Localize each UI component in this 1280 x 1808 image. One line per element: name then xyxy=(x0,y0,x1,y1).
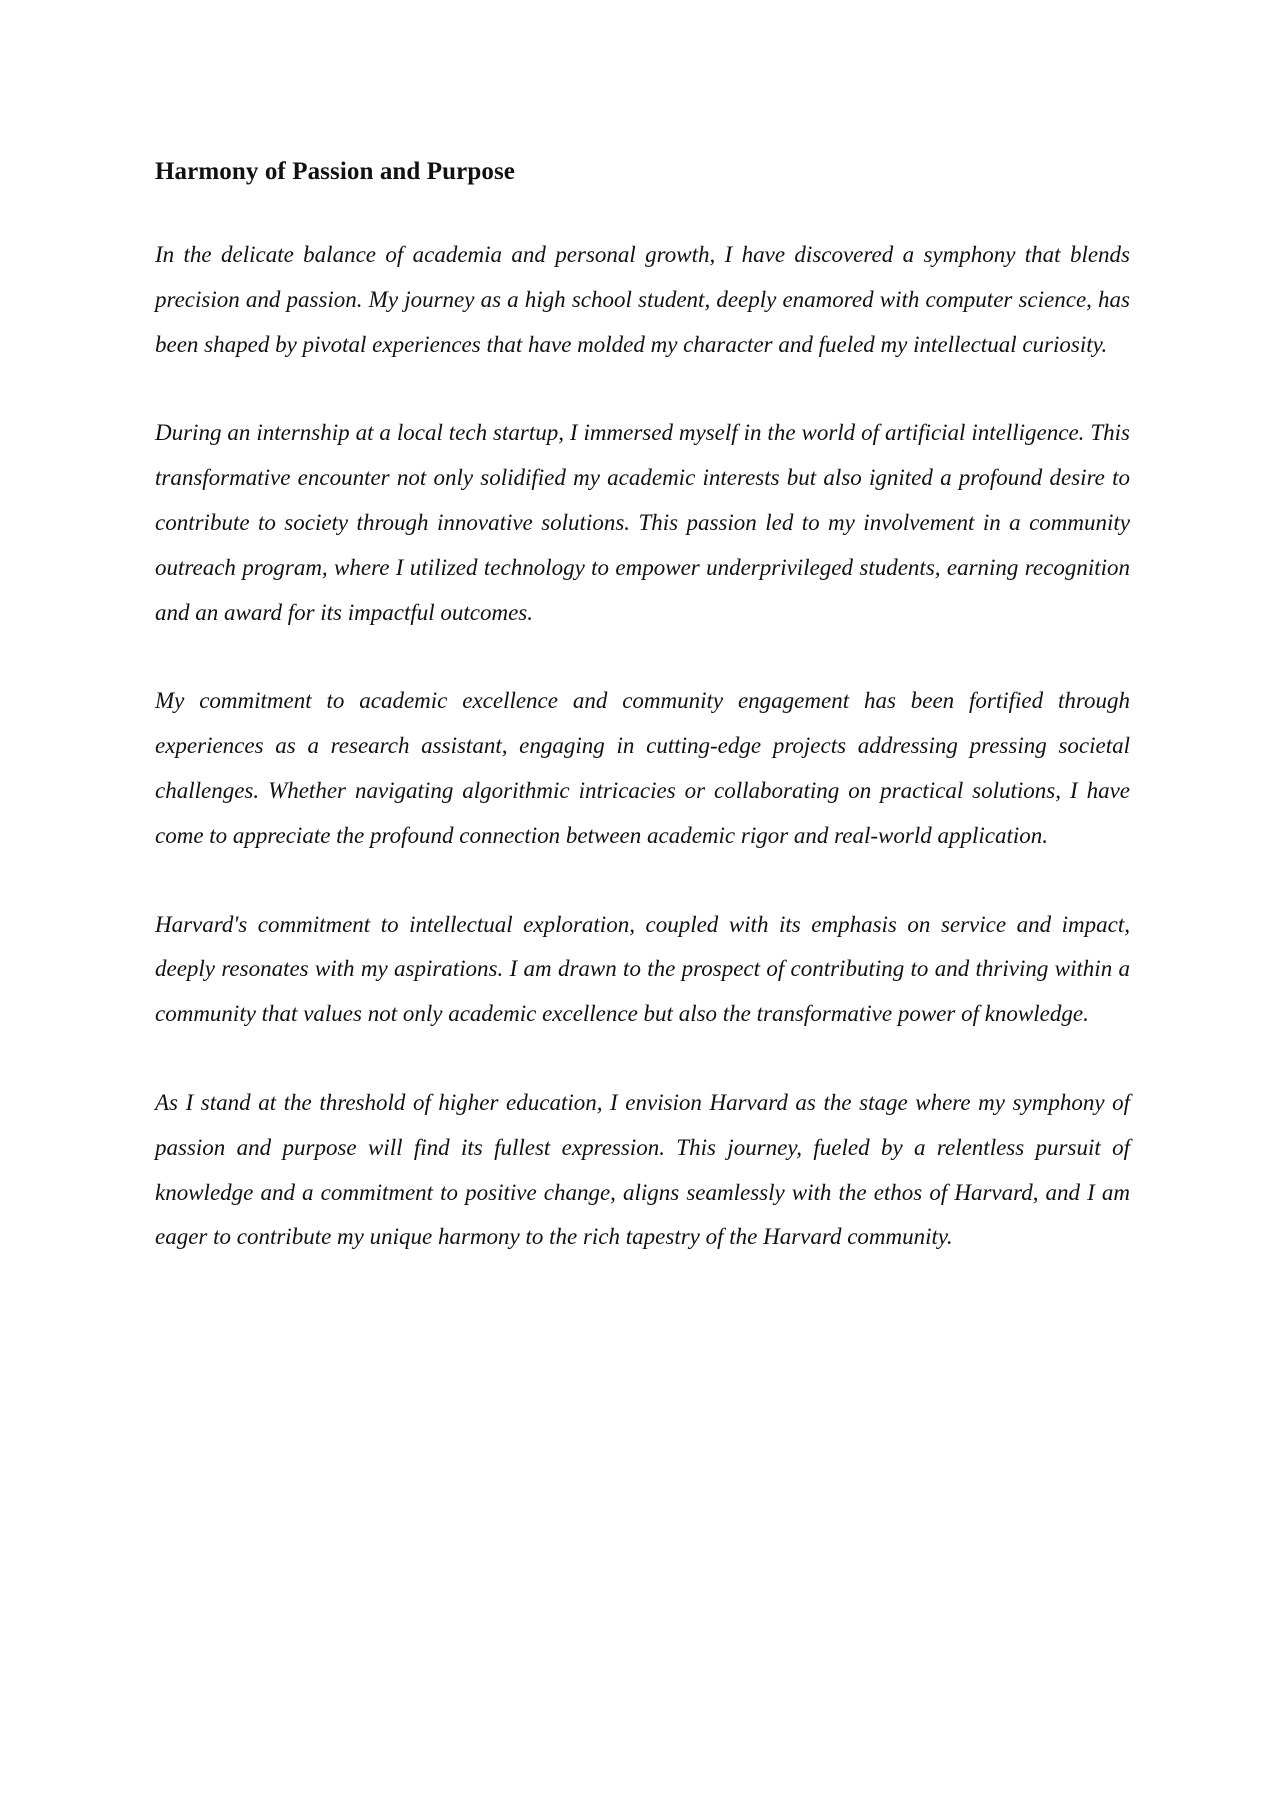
paragraph-1: In the delicate balance of academia and personal growth, I have discovered a symphony that blends precision and passion. My journey as a high school student, deeply enamored with computer science, has been shaped by pivotal experiences that have molded my character and fueled my intellectual curiosity. xyxy=(155,242,1130,357)
paragraph-5: As I stand at the threshold of higher education, I envision Harvard as the stage where my symphony of passion and purpose will find its fullest expression. This journey, fueled by a relentless pursuit of knowledge and a commitment to positive change, aligns seamlessly with the ethos of Harvard, and I am eager to contribute my unique harmony to the rich tapestry of the Harvard community. xyxy=(155,1089,1130,1250)
paragraph-4: Harvard's commitment to intellectual exploration, coupled with its emphasis on service and impact, deeply resonates with my aspirations. I am drawn to the prospect of contributing to and thriving within a community that values not only academic excellence but also the transformative power of knowledge. xyxy=(155,911,1130,1027)
essay-title: Harmony of Passion and Purpose xyxy=(155,158,515,185)
paragraph-2: During an internship at a local tech startup, I immersed myself in the world of artificial intelligence. This transformative encounter not only solidified my academic interests but also ignited a profound desire to contribute to society through innovative solutions. This passion led to my involvement in a community outreach program, where I utilized technology to empower underprivileged students, earning recognition and an award for its impactful outcomes. xyxy=(155,420,1130,625)
paragraph-3: My commitment to academic excellence and community engagement has been fortified through experiences as a research assistant, engaging in cutting-edge projects addressing pressing societal challenges. Whether navigating algorithmic intricacies or collaborating on practical solutions, I have come to appreciate the profound connection between academic rigor and real-world application. xyxy=(155,688,1130,848)
essay-body xyxy=(155,150,1130,1260)
